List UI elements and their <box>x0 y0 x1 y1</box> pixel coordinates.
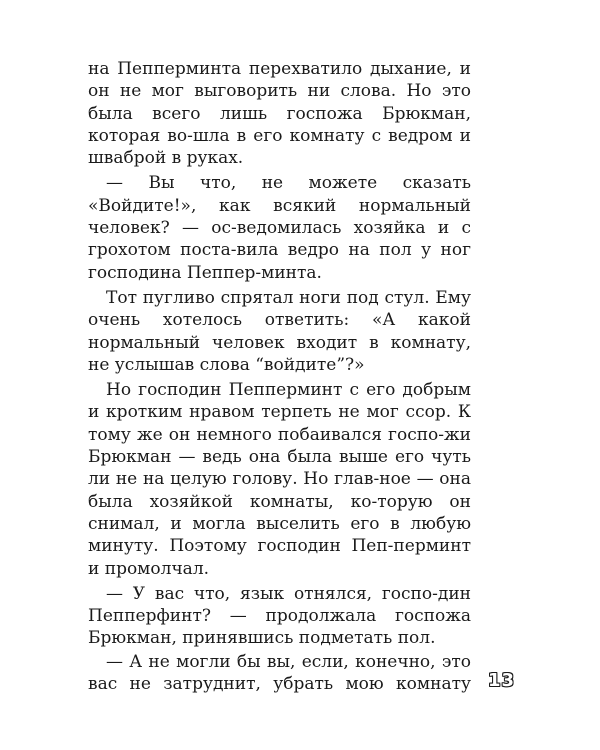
page-number: 13 <box>488 670 516 691</box>
paragraph-3: Тот пугливо спрятал ноги под стул. Ему очень хотелось ответить: «А какой нормальный человек входит в комнату, не услышав слова “войдите”?» <box>88 287 471 375</box>
paragraph-2: — Вы что, не можете сказать «Войдите!», как всякий нормальный человек? — ос-ведомилась хозяйка и с грохотом поста-вила ведро на пол у ног господина Пеппер-минта. <box>88 173 471 283</box>
paragraph-5: — У вас что, язык отнялся, госпо-дин Пепперфинт? — продолжала госпожа Брюкман, принявшись подметать пол. <box>88 583 471 649</box>
paragraph-4: Но господин Пепперминт с его добрым и кротким нравом терпеть не мог ссор. К тому же он немного побаивался госпо-жи Брюкман — ведь она была выше его чуть ли не на целую голову. Но глав-ное — она была хозяйкой комнаты, ко-торую он снимал, и могла выселить его в любую минуту. Поэтому господин Пеп-перминт и промолчал. <box>88 380 471 579</box>
page-body-text <box>88 58 471 698</box>
paragraph-1: на Пепперминта перехватило дыхание, и он не мог выговорить ни слова. Но это была всего лишь госпожа Брюкман, которая во-шла в его комнату с ведром и шваброй в руках. <box>88 59 471 169</box>
paragraph-6: — А не могли бы вы, если, конечно, это вас не затруднит, убрать мою комнату <box>88 651 471 695</box>
